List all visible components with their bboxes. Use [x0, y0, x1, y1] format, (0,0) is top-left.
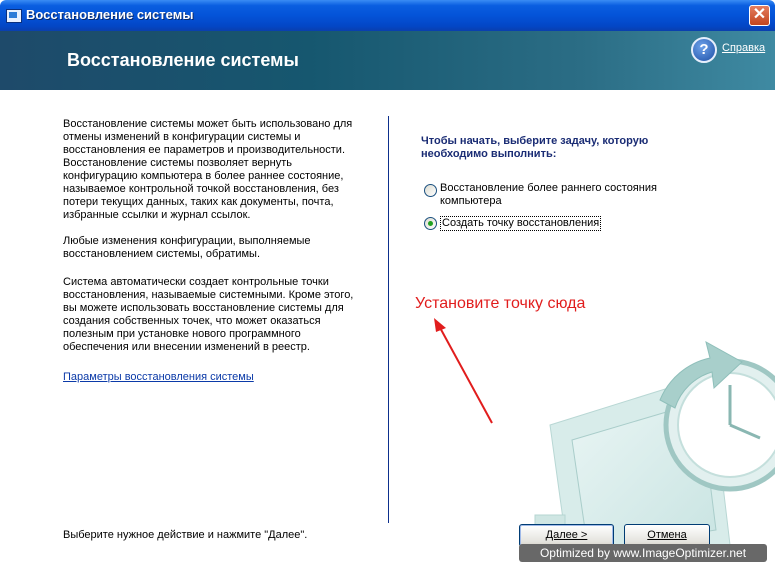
- option-label[interactable]: Восстановление более раннего состояния компьютера: [440, 182, 657, 207]
- next-button-label: Далее >: [545, 529, 588, 541]
- task-prompt: Чтобы начать, выберите задачу, которую необходимо выполнить:: [421, 135, 649, 160]
- content-area: [0, 90, 775, 570]
- watermark: Optimized by www.ImageOptimizer.net: [519, 544, 767, 562]
- intro-paragraph: Восстановление системы может быть использовано для отмены изменений в конфигурации системы и восстановления ее параметров и производительности. Восстановление системы позволяет вернуть конфигурацию компьютера в более раннее состояние, называемое контрольной точкой восстановления, без потери текущих данных, таких как документы, почта, избранные ссылки и журнал ссылок.: [63, 118, 353, 221]
- footer-instruction: Выберите нужное действие и нажмите "Далее".: [63, 529, 308, 541]
- restore-settings-link[interactable]: Параметры восстановления системы: [63, 371, 254, 383]
- window-title: Восстановление системы: [26, 7, 194, 22]
- close-icon: ✕: [752, 6, 767, 23]
- arrow-icon: [430, 318, 500, 428]
- app-window-icon: [6, 9, 22, 23]
- help-link[interactable]: Справка: [722, 42, 766, 54]
- help-icon[interactable]: ?: [691, 37, 717, 63]
- radio-selected-icon[interactable]: [424, 217, 437, 230]
- radio-icon[interactable]: [424, 184, 437, 197]
- reversible-paragraph: Любые изменения конфигурации, выполняемые восстановлением системы, обратимы.: [63, 235, 311, 260]
- close-button[interactable]: [749, 5, 770, 26]
- header-band: [0, 31, 775, 90]
- vertical-divider: [388, 116, 389, 523]
- cancel-button-label: Отмена: [647, 529, 687, 541]
- annotation-text: Установите точку сюда: [415, 295, 586, 312]
- option-label[interactable]: Создать точку восстановления: [442, 217, 600, 229]
- title-bar[interactable]: [0, 0, 775, 31]
- page-title: Восстановление системы: [67, 50, 299, 70]
- checkpoints-paragraph: Система автоматически создает контрольные точки восстановления, называемые системными. Кроме этого, вы можете использовать восстановление системы для создания собственных точек, что может оказаться полезным при установке нового программного обеспечения или внесении изменений в реестр.: [63, 276, 354, 353]
